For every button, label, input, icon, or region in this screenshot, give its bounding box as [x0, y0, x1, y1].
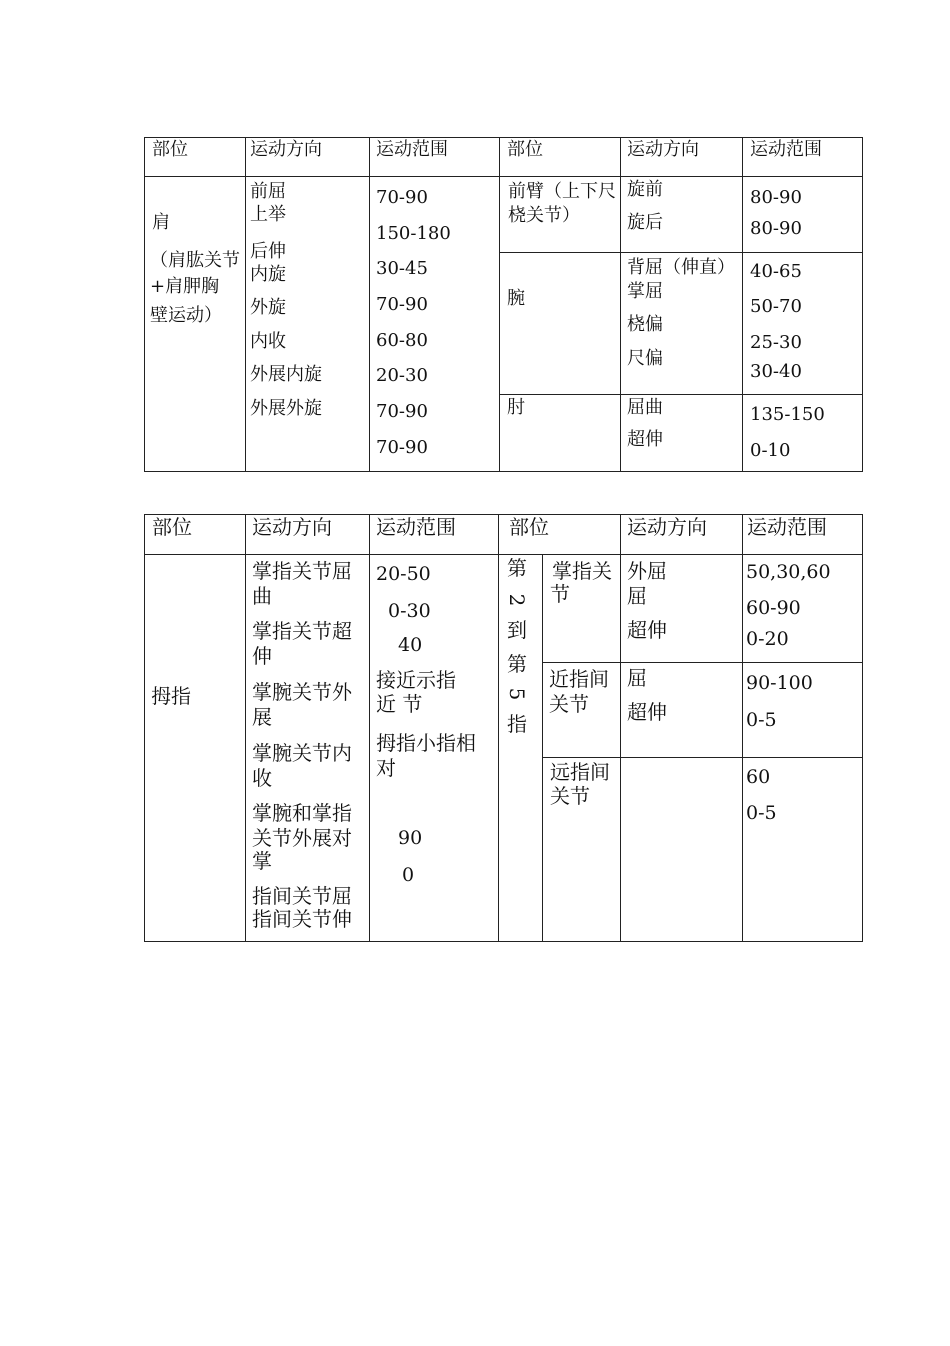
direction-item: 伸: [252, 644, 272, 668]
direction-item: 外旋: [250, 297, 286, 318]
table-border: [499, 252, 863, 253]
direction-item: 屈: [627, 666, 647, 690]
table-border: [742, 137, 743, 472]
range-item: 40: [398, 634, 423, 656]
part-thumb: 拇指: [151, 684, 191, 708]
part-forearm: 前臂（上下尺: [508, 181, 616, 202]
range-item: 60: [746, 766, 771, 788]
header-part: 部位: [152, 139, 188, 160]
header-range: 运动范围: [747, 515, 827, 539]
finger-group-char: 指: [507, 712, 527, 736]
part-fingers-2-5: [505, 556, 529, 742]
range-item: 对: [376, 756, 396, 780]
range-item: 90: [398, 827, 423, 849]
range-item: 50,30,60: [746, 561, 831, 583]
table-border: [542, 554, 543, 942]
header-range: 运动范围: [750, 139, 822, 160]
direction-item: 上举: [250, 204, 286, 225]
table-border: [542, 662, 863, 663]
range-item: 80-90: [750, 187, 802, 208]
part-dip: 远指间: [550, 760, 610, 784]
finger-group-char: 第: [507, 652, 527, 676]
table-border: [144, 471, 863, 472]
range-item: 70-90: [376, 401, 428, 422]
direction-item: 曲: [252, 584, 272, 608]
header-range: 运动范围: [376, 515, 456, 539]
direction-item: 掌腕关节内: [252, 741, 352, 765]
range-item: 70-90: [376, 187, 428, 208]
range-item: 25-30: [750, 332, 802, 353]
direction-item: 尺偏: [627, 348, 663, 369]
direction-item: 旋后: [627, 212, 663, 233]
range-item: 0-10: [750, 440, 791, 461]
part-forearm: 桡关节）: [508, 205, 580, 226]
direction-item: 关节外展对: [252, 826, 352, 850]
table-border: [245, 137, 246, 472]
direction-item: 掌腕和掌指: [252, 801, 352, 825]
range-item: 70-90: [376, 294, 428, 315]
range-item: 135-150: [750, 404, 825, 425]
range-item: 接近示指: [376, 668, 456, 692]
direction-item: 背屈（伸直）: [627, 257, 735, 278]
finger-group-char: [505, 588, 529, 618]
table-border: [862, 137, 863, 472]
header-direction: 运动方向: [250, 139, 322, 160]
range-item: 0-5: [746, 709, 777, 731]
finger-group-char: [505, 682, 529, 712]
part-shoulder-note: （肩肱关节: [150, 250, 240, 271]
header-part: 部位: [507, 139, 543, 160]
table-border: [144, 941, 863, 942]
header-direction: 运动方向: [627, 515, 707, 539]
part-shoulder: 肩: [152, 212, 170, 233]
range-item: 0-20: [746, 628, 789, 650]
range-item: 20-30: [376, 365, 428, 386]
part-pip: 关节: [549, 692, 589, 716]
direction-item: 指间关节屈: [252, 884, 352, 908]
part-shoulder-note: 壁运动）: [150, 305, 222, 326]
direction-item: 掌指关节超: [252, 619, 352, 643]
range-item: 30-40: [750, 361, 802, 382]
range-item: 50-70: [750, 296, 802, 317]
direction-item: 内旋: [250, 264, 286, 285]
direction-item: 超伸: [627, 429, 663, 450]
table-border: [542, 757, 863, 758]
header-direction: 运动方向: [252, 515, 332, 539]
table-border: [144, 554, 863, 555]
direction-item: 收: [252, 766, 272, 790]
range-item: 80-90: [750, 218, 802, 239]
direction-item: 展: [252, 705, 272, 729]
table-border: [369, 137, 370, 472]
table-border: [144, 176, 863, 177]
table-border: [498, 514, 499, 942]
table-border: [742, 514, 743, 942]
direction-item: 后伸: [250, 241, 286, 262]
direction-item: 掌指关节屈: [252, 559, 352, 583]
direction-item: 掌屈: [627, 281, 663, 302]
direction-item: 屈曲: [627, 397, 663, 418]
table-border: [499, 394, 863, 395]
table-border: [369, 514, 370, 942]
direction-item: 旋前: [627, 179, 663, 200]
range-item: 近 节: [376, 692, 423, 716]
part-mcp: 掌指关: [552, 559, 612, 583]
part-dip: 关节: [550, 784, 590, 808]
finger-group-char: 到: [507, 618, 527, 642]
range-item: 拇指小指相: [376, 731, 476, 755]
range-item: 40-65: [750, 261, 802, 282]
range-item: 60-80: [376, 330, 428, 351]
direction-item: 桡偏: [627, 314, 663, 335]
direction-item: 掌腕关节外: [252, 680, 352, 704]
table-border: [862, 514, 863, 942]
header-part: 部位: [152, 515, 192, 539]
range-item: 70-90: [376, 437, 428, 458]
range-item: 0-30: [388, 600, 431, 622]
direction-item: 超伸: [627, 700, 667, 724]
table-border: [144, 137, 145, 472]
table-border: [245, 514, 246, 942]
range-item: 30-45: [376, 258, 428, 279]
direction-item: 内收: [250, 331, 286, 352]
direction-item: 外展内旋: [250, 364, 322, 385]
range-item: 90-100: [746, 672, 813, 694]
direction-item: 外展外旋: [250, 398, 322, 419]
part-wrist: 腕: [507, 288, 525, 309]
table-border: [620, 137, 621, 472]
direction-item: 掌: [252, 849, 272, 873]
part-mcp: 节: [550, 582, 570, 606]
part-pip: 近指间: [549, 667, 609, 691]
range-item: 150-180: [376, 223, 451, 244]
direction-item: 指间关节伸: [252, 907, 352, 931]
table-border: [144, 514, 145, 942]
direction-item: 超伸: [627, 618, 667, 642]
finger-group-char: 2: [505, 593, 529, 607]
direction-item: 外屈: [627, 559, 667, 583]
range-item: 60-90: [746, 597, 801, 619]
header-direction: 运动方向: [627, 139, 699, 160]
range-item: 0: [402, 864, 415, 886]
part-elbow: 肘: [507, 397, 525, 418]
range-item: 0-5: [746, 802, 777, 824]
table-border: [499, 137, 500, 472]
header-part: 部位: [509, 515, 549, 539]
part-shoulder-note: +肩胛胸: [150, 276, 220, 297]
direction-item: 前屈: [250, 181, 286, 202]
header-range: 运动范围: [376, 139, 448, 160]
table-border: [620, 514, 621, 942]
finger-group-char: 5: [505, 687, 529, 701]
range-item: 20-50: [376, 563, 431, 585]
finger-group-char: 第: [507, 556, 527, 580]
direction-item: 屈: [627, 584, 647, 608]
